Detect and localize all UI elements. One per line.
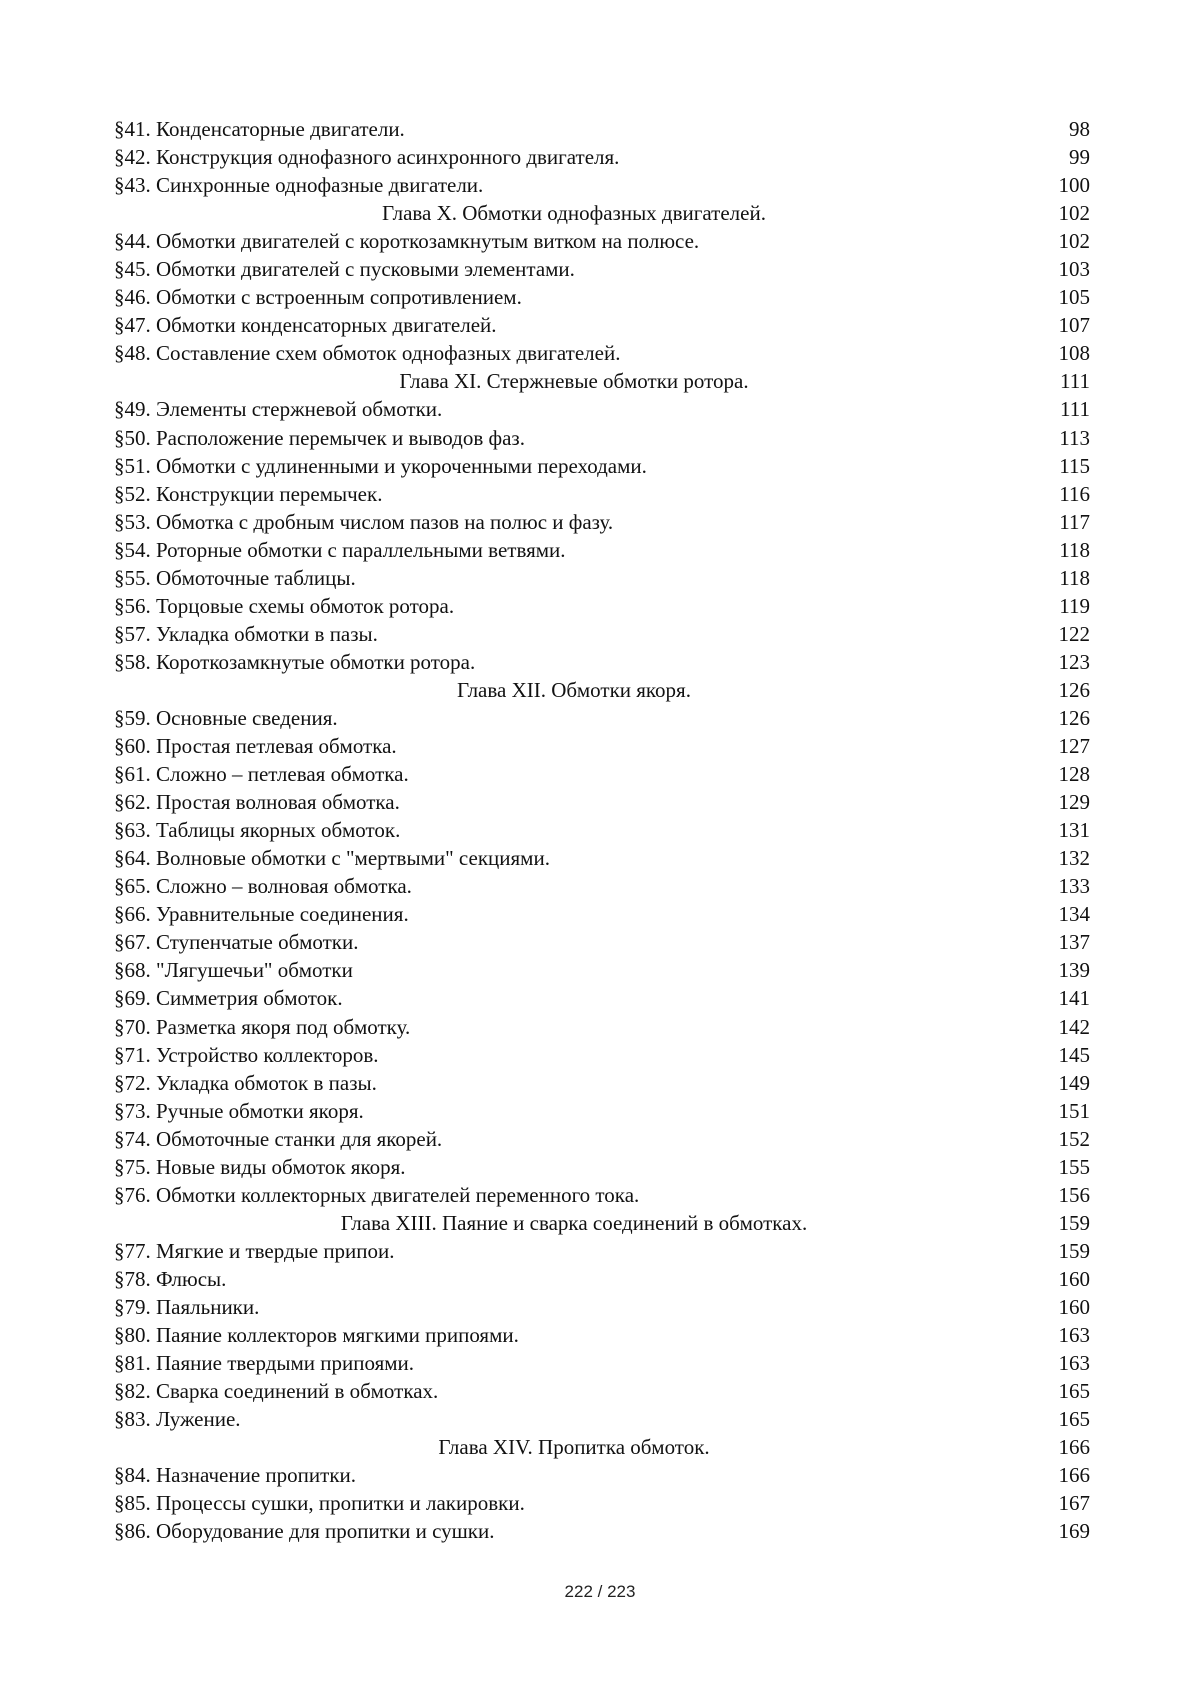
- chapter-title: Глава XIV. Пропитка обмоток.: [438, 1435, 710, 1460]
- toc-section-entry: [114, 1349, 1090, 1377]
- chapter-title: Глава X. Обмотки однофазных двигателей.: [382, 201, 766, 226]
- page-number: 118: [1059, 565, 1090, 590]
- page-number: 105: [1058, 285, 1090, 310]
- chapter-title: Глава XII. Обмотки якоря.: [457, 677, 691, 702]
- page-number: 137: [1058, 930, 1090, 955]
- section-title: §66. Уравнительные соединения.: [114, 902, 409, 927]
- section-title: §56. Торцовые схемы обмоток ротора.: [114, 593, 455, 618]
- toc-section-entry: [114, 536, 1090, 564]
- toc-section-entry: [114, 311, 1090, 339]
- section-title: §84. Назначение пропитки.: [114, 1463, 357, 1488]
- toc-section-entry: [114, 115, 1090, 143]
- page-number: 142: [1058, 1014, 1090, 1039]
- toc-section-entry: [114, 1293, 1090, 1321]
- toc-chapter-heading: [114, 1209, 1090, 1237]
- page-number: 126: [1058, 677, 1090, 702]
- toc-section-entry: [114, 424, 1090, 452]
- section-title: §78. Флюсы.: [114, 1266, 227, 1291]
- page-number: 133: [1058, 874, 1090, 899]
- section-title: §57. Укладка обмотки в пазы.: [114, 621, 378, 646]
- toc-section-entry: [114, 1377, 1090, 1405]
- page-number: 165: [1058, 1407, 1090, 1432]
- page-number: 116: [1059, 481, 1090, 506]
- section-title: §79. Паяльники.: [114, 1294, 260, 1319]
- section-title: §72. Укладка обмоток в пазы.: [114, 1070, 377, 1095]
- toc-section-entry: [114, 1461, 1090, 1489]
- page-number: 98: [1069, 117, 1090, 141]
- page-number: 100: [1058, 173, 1090, 198]
- toc-section-entry: [114, 508, 1090, 536]
- page-number: 126: [1058, 705, 1090, 730]
- toc-section-entry: [114, 816, 1090, 844]
- section-title: §69. Симметрия обмоток.: [114, 986, 343, 1011]
- chapter-title: Глава XIII. Паяние и сварка соединений в обмотках.: [340, 1210, 808, 1235]
- toc-chapter-heading: [114, 1433, 1090, 1461]
- section-title: §43. Синхронные однофазные двигатели.: [114, 173, 484, 198]
- page-number: 134: [1058, 902, 1090, 927]
- toc-section-entry: [114, 1181, 1090, 1209]
- section-title: §65. Сложно – волновая обмотка.: [114, 874, 412, 899]
- toc-section-entry: [114, 395, 1090, 423]
- page-number: 159: [1058, 1210, 1090, 1235]
- section-title: §77. Мягкие и твердые припои.: [114, 1238, 395, 1263]
- section-title: §74. Обмоточные станки для якорей.: [114, 1126, 443, 1151]
- page-number: 117: [1059, 509, 1090, 534]
- page-number: 127: [1058, 734, 1090, 759]
- page-number: 160: [1058, 1266, 1090, 1291]
- section-title: §48. Составление схем обмоток однофазных двигателей.: [114, 341, 621, 366]
- toc-section-entry: [114, 620, 1090, 648]
- section-title: §76. Обмотки коллекторных двигателей переменного тока.: [114, 1182, 640, 1207]
- page-number: 167: [1058, 1491, 1090, 1516]
- section-title: §75. Новые виды обмоток якоря.: [114, 1154, 406, 1179]
- section-title: §62. Простая волновая обмотка.: [114, 790, 400, 815]
- page-number: 163: [1058, 1323, 1090, 1348]
- section-title: §80. Паяние коллекторов мягкими припоями.: [114, 1323, 519, 1348]
- page-number: 166: [1058, 1463, 1090, 1488]
- page-number: 132: [1058, 846, 1090, 871]
- section-title: §73. Ручные обмотки якоря.: [114, 1098, 364, 1123]
- section-title: §85. Процессы сушки, пропитки и лакировки.: [114, 1491, 525, 1516]
- toc-section-entry: [114, 1013, 1090, 1041]
- section-title: §45. Обмотки двигателей с пусковыми элементами.: [114, 257, 575, 282]
- section-title: §83. Лужение.: [114, 1407, 241, 1432]
- section-title: §71. Устройство коллекторов.: [114, 1042, 379, 1067]
- toc-section-entry: [114, 1069, 1090, 1097]
- page-number: 99: [1069, 145, 1090, 170]
- section-title: §51. Обмотки с удлиненными и укороченными переходами.: [114, 453, 647, 478]
- page-number: 159: [1058, 1238, 1090, 1263]
- section-title: §44. Обмотки двигателей с короткозамкнутым витком на полюсе.: [114, 229, 700, 254]
- chapter-title: Глава XI. Стержневые обмотки ротора.: [399, 369, 749, 394]
- toc-section-entry: [114, 143, 1090, 171]
- page-number: 111: [1060, 369, 1090, 394]
- page-number: 131: [1058, 818, 1090, 843]
- toc-section-entry: [114, 564, 1090, 592]
- section-title: §49. Элементы стержневой обмотки.: [114, 397, 443, 422]
- section-title: §54. Роторные обмотки с параллельными ветвями.: [114, 537, 566, 562]
- page-number: 102: [1058, 229, 1090, 254]
- page-number: 160: [1058, 1294, 1090, 1319]
- toc-section-entry: [114, 1125, 1090, 1153]
- page-number: 129: [1058, 790, 1090, 815]
- toc-section-entry: [114, 452, 1090, 480]
- page-number: 163: [1058, 1351, 1090, 1376]
- page-number: 145: [1058, 1042, 1090, 1067]
- section-title: §68. "Лягушечьи" обмотки: [114, 958, 353, 983]
- toc-section-entry: [114, 788, 1090, 816]
- section-title: §55. Обмоточные таблицы.: [114, 565, 356, 590]
- section-title: §58. Короткозамкнутые обмотки ротора.: [114, 649, 476, 674]
- page-number: 107: [1058, 313, 1090, 338]
- page-number: 115: [1059, 453, 1090, 478]
- toc-section-entry: [114, 339, 1090, 367]
- section-title: §59. Основные сведения.: [114, 705, 338, 730]
- page-number: 118: [1059, 537, 1090, 562]
- toc-section-entry: [114, 480, 1090, 508]
- toc-chapter-heading: [114, 367, 1090, 395]
- page-number: 149: [1058, 1070, 1090, 1095]
- section-title: §82. Сварка соединений в обмотках.: [114, 1379, 439, 1404]
- page-number: 156: [1058, 1182, 1090, 1207]
- page-number: 165: [1058, 1379, 1090, 1404]
- toc-section-entry: [114, 1321, 1090, 1349]
- section-title: §46. Обмотки с встроенным сопротивлением.: [114, 285, 522, 310]
- section-title: §70. Разметка якоря под обмотку.: [114, 1014, 411, 1039]
- section-title: §63. Таблицы якорных обмоток.: [114, 818, 401, 843]
- toc-section-entry: [114, 844, 1090, 872]
- section-title: §81. Паяние твердыми припоями.: [114, 1351, 415, 1376]
- toc-section-entry: [114, 283, 1090, 311]
- page-number: 108: [1058, 341, 1090, 366]
- section-title: §47. Обмотки конденсаторных двигателей.: [114, 313, 497, 338]
- page-number: 113: [1059, 425, 1090, 450]
- page-number: 152: [1058, 1126, 1090, 1151]
- section-title: §42. Конструкция однофазного асинхронного двигателя.: [114, 145, 620, 170]
- page-number: 119: [1059, 593, 1090, 618]
- section-title: §52. Конструкции перемычек.: [114, 481, 383, 506]
- toc-section-entry: [114, 984, 1090, 1012]
- section-title: §50. Расположение перемычек и выводов фаз.: [114, 425, 525, 450]
- section-title: §53. Обмотка с дробным числом пазов на полюс и фазу.: [114, 509, 614, 534]
- toc-section-entry: [114, 872, 1090, 900]
- section-title: §60. Простая петлевая обмотка.: [114, 734, 397, 759]
- section-title: §41. Конденсаторные двигатели.: [114, 117, 405, 141]
- toc-section-entry: [114, 171, 1090, 199]
- page-number: 155: [1058, 1154, 1090, 1179]
- toc-section-entry: [114, 704, 1090, 732]
- toc-section-entry: [114, 956, 1090, 984]
- toc-section-entry: [114, 255, 1090, 283]
- page-number: 111: [1060, 397, 1090, 422]
- page-number-indicator: 222 / 223: [564, 1582, 636, 1601]
- toc-section-entry: [114, 1405, 1090, 1433]
- table-of-contents: [114, 115, 1090, 1545]
- page-number: 169: [1058, 1519, 1090, 1544]
- toc-section-entry: [114, 732, 1090, 760]
- section-title: §64. Волновые обмотки с "мертвыми" секциями.: [114, 846, 550, 871]
- page-number: 123: [1058, 649, 1090, 674]
- section-title: §86. Оборудование для пропитки и сушки.: [114, 1519, 495, 1544]
- toc-section-entry: [114, 1237, 1090, 1265]
- toc-section-entry: [114, 900, 1090, 928]
- page-number: 166: [1058, 1435, 1090, 1460]
- toc-chapter-heading: [114, 199, 1090, 227]
- toc-section-entry: [114, 648, 1090, 676]
- toc-section-entry: [114, 928, 1090, 956]
- toc-section-entry: [114, 227, 1090, 255]
- page-number: 122: [1058, 621, 1090, 646]
- toc-section-entry: [114, 1489, 1090, 1517]
- page-number: 139: [1058, 958, 1090, 983]
- toc-section-entry: [114, 1153, 1090, 1181]
- page-number: 141: [1058, 986, 1090, 1011]
- section-title: §61. Сложно – петлевая обмотка.: [114, 762, 409, 787]
- section-title: §67. Ступенчатые обмотки.: [114, 930, 359, 955]
- toc-section-entry: [114, 1041, 1090, 1069]
- page-number: 151: [1058, 1098, 1090, 1123]
- toc-section-entry: [114, 1517, 1090, 1545]
- toc-chapter-heading: [114, 676, 1090, 704]
- page-number: 103: [1058, 257, 1090, 282]
- page-number: 128: [1058, 762, 1090, 787]
- toc-section-entry: [114, 1097, 1090, 1125]
- toc-section-entry: [114, 592, 1090, 620]
- toc-section-entry: [114, 1265, 1090, 1293]
- toc-section-entry: [114, 760, 1090, 788]
- page-number: 102: [1058, 201, 1090, 226]
